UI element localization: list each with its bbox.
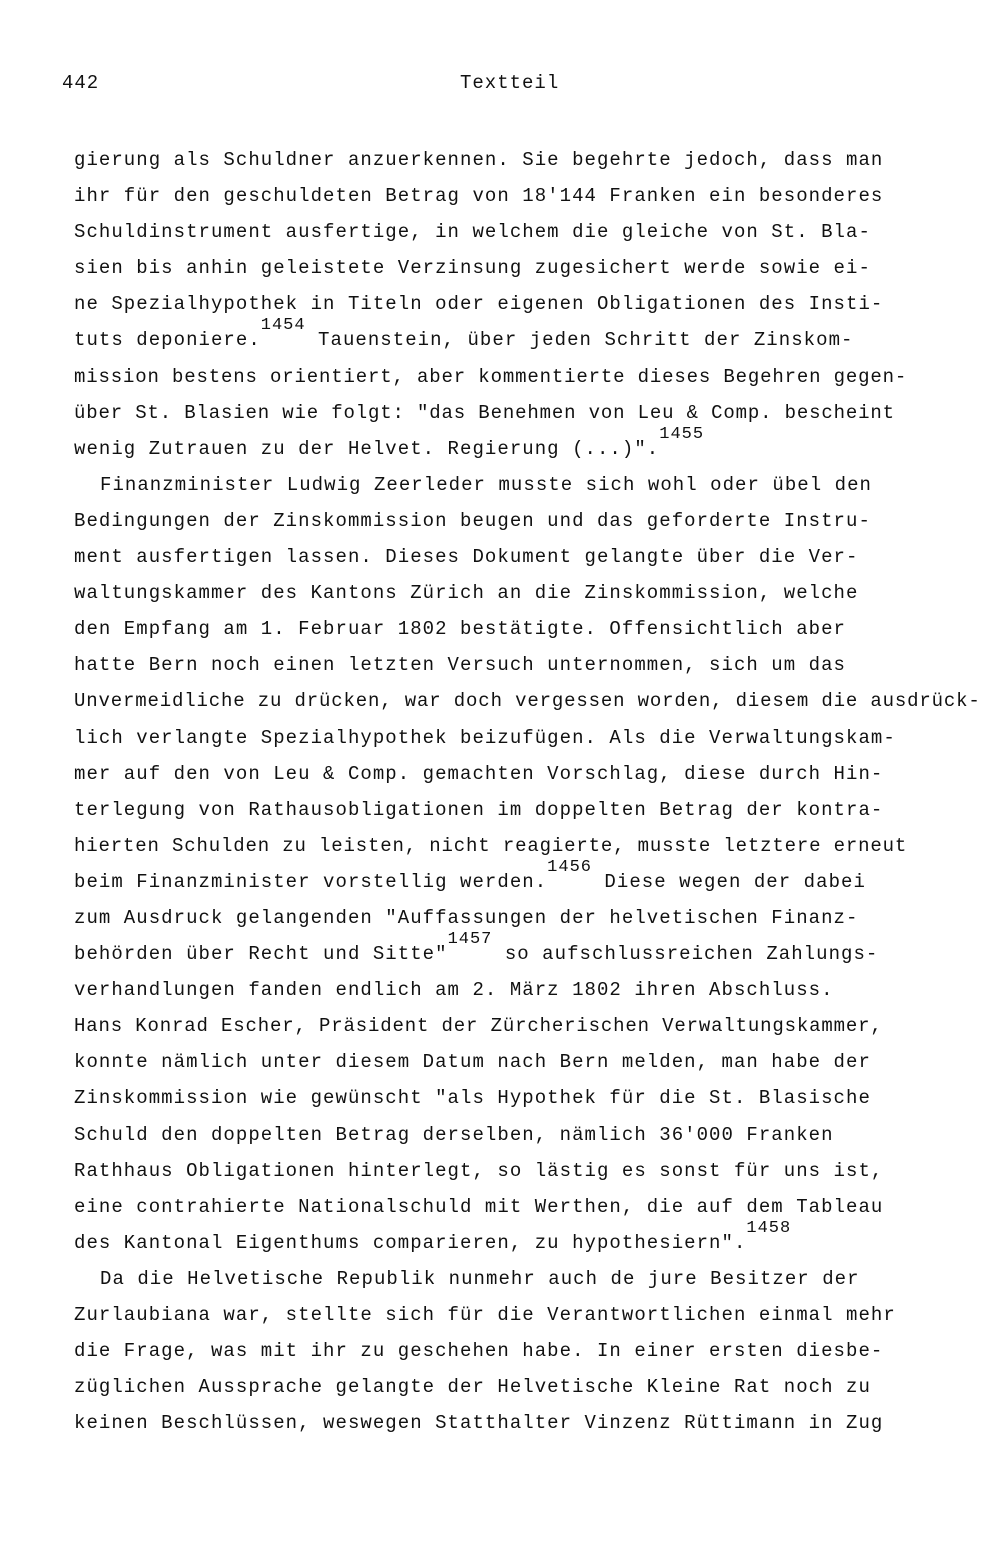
text-line — [74, 1080, 989, 1116]
text-segment: Zinskommission wie gewünscht "als Hypothek für die St. Blasische — [74, 1087, 871, 1110]
footnote-marker: 1454 — [260, 316, 306, 336]
text-line — [74, 359, 989, 395]
text-segment: den Empfang am 1. Februar 1802 bestätigte. Offensichtlich aber — [74, 618, 847, 641]
footnote-marker: 1457 — [447, 930, 493, 950]
text-segment: zum Ausdruck gelangenden "Auffassungen der helvetischen Finanz- — [74, 906, 859, 929]
text-line — [74, 1218, 989, 1261]
text-line — [74, 539, 989, 575]
text-segment: sien bis anhin geleistete Verzinsung zugesichert werde sowie ei- — [74, 257, 871, 280]
text-line — [74, 720, 989, 756]
text-segment: ne Spezialhypothek in Titeln oder eigenen Obligationen des Insti- — [74, 293, 884, 316]
text-line — [74, 647, 989, 683]
text-segment: terlegung von Rathausobligationen im doppelten Betrag der kontra- — [74, 798, 884, 821]
text-segment: ment ausfertigen lassen. Dieses Dokument gelangte über die Ver- — [74, 546, 859, 569]
text-line — [74, 1189, 989, 1225]
text-segment: verhandlungen fanden endlich am 2. März 1802 ihren Abschluss. — [74, 979, 834, 1002]
text-segment: züglichen Aussprache gelangte der Helvetische Kleine Rat noch zu — [74, 1376, 871, 1399]
text-line — [74, 972, 989, 1008]
text-line — [74, 467, 989, 503]
text-segment: Schuldinstrument ausfertige, in welchem die gleiche von St. Bla- — [74, 221, 871, 244]
text-segment: gierung als Schuldner anzuerkennen. Sie begehrte jedoch, dass man — [74, 149, 884, 171]
footnote-marker: 1458 — [746, 1218, 792, 1238]
text-line — [74, 611, 989, 647]
text-segment: tuts deponiere. — [74, 329, 261, 352]
page-number: 442 — [62, 72, 100, 94]
text-line — [74, 316, 989, 358]
text-line — [74, 214, 989, 250]
text-segment: hierten Schulden zu leisten, nicht reagierte, musste letztere erneut — [74, 834, 908, 857]
text-line — [74, 1044, 989, 1080]
footnote-marker: 1456 — [547, 857, 592, 877]
text-line — [74, 1405, 989, 1441]
text-segment: Da die Helvetische Republik nunmehr auch de jure Besitzer der — [100, 1267, 860, 1290]
text-segment: mer auf den von Leu & Comp. gemachten Vorschlag, diese durch Hin- — [74, 762, 884, 785]
text-segment: Zurlaubiana war, stellte sich für die Verantwortlichen einmal mehr — [74, 1304, 896, 1326]
text-line — [74, 575, 989, 611]
text-line — [74, 828, 989, 864]
text-segment: konnte nämlich unter diesem Datum nach Bern melden, man habe der — [74, 1051, 871, 1074]
text-segment: Bedingungen der Zinskommission beugen und das geforderte Instru- — [74, 509, 871, 532]
text-segment: keinen Beschlüssen, weswegen Statthalter Vinzenz Rüttimann in Zug — [74, 1412, 884, 1435]
text-segment: behörden über Recht und Sitte" — [74, 943, 448, 966]
text-line — [74, 1008, 989, 1044]
footnote-marker: 1455 — [659, 424, 705, 444]
text-segment: die Frage, was mit ihr zu geschehen habe. In einer ersten diesbe- — [74, 1340, 884, 1363]
body-text — [74, 142, 989, 1441]
text-line — [74, 900, 989, 936]
text-line — [74, 930, 989, 972]
text-line — [74, 683, 989, 719]
text-line — [74, 142, 989, 178]
text-segment: ihr für den geschuldeten Betrag von 18'144 Franken ein besonderes — [74, 185, 884, 208]
text-segment: Finanzminister Ludwig Zeerleder musste sich wohl oder übel den — [100, 473, 873, 496]
text-segment: Diese wegen der dabei — [591, 870, 866, 893]
text-line — [74, 178, 989, 214]
text-line — [74, 792, 989, 828]
text-segment: des Kantonal Eigenthums comparieren, zu hypothesiern". — [74, 1231, 747, 1254]
running-title: Textteil — [460, 72, 560, 94]
text-line — [74, 250, 989, 286]
text-line — [74, 1261, 989, 1297]
text-segment: beim Finanzminister vorstellig werden. — [74, 870, 548, 893]
text-line — [74, 395, 989, 431]
text-line — [74, 1297, 989, 1333]
text-segment: wenig Zutrauen zu der Helvet. Regierung (...)". — [74, 437, 660, 460]
text-segment: hatte Bern noch einen letzten Versuch unternommen, sich um das — [74, 654, 847, 677]
text-segment: über St. Blasien wie folgt: "das Benehmen von Leu & Comp. bescheint — [74, 401, 895, 424]
text-line — [74, 1153, 989, 1189]
text-segment: Tauenstein, über jeden Schritt der Zinskom- — [305, 329, 854, 352]
text-segment: Unvermeidliche zu drücken, war doch vergessen worden, diesem die ausdrück- — [74, 690, 981, 713]
text-line — [74, 424, 989, 467]
text-line — [74, 1333, 989, 1369]
page-header — [62, 72, 962, 100]
text-segment: so aufschlussreichen Zahlungs- — [492, 943, 879, 966]
text-line — [74, 756, 989, 792]
text-line — [74, 1369, 989, 1405]
text-line — [74, 857, 989, 900]
text-segment: waltungskammer des Kantons Zürich an die Zinskommission, welche — [74, 582, 859, 605]
text-segment: eine contrahierte Nationalschuld mit Werthen, die auf dem Tableau — [74, 1195, 884, 1218]
text-segment: lich verlangte Spezialhypothek beizufügen. Als die Verwaltungskam- — [74, 726, 896, 749]
text-segment: Rathhaus Obligationen hinterlegt, so lästig es sonst für uns ist, — [74, 1159, 884, 1182]
text-line — [74, 1117, 989, 1153]
text-line — [74, 286, 989, 322]
text-segment: mission bestens orientiert, aber kommentierte dieses Begehren gegen- — [74, 365, 908, 388]
text-segment: Hans Konrad Escher, Präsident der Zürcherischen Verwaltungskammer, — [74, 1015, 883, 1038]
text-segment: Schuld den doppelten Betrag derselben, nämlich 36'000 Franken — [74, 1123, 834, 1146]
text-line — [74, 503, 989, 539]
